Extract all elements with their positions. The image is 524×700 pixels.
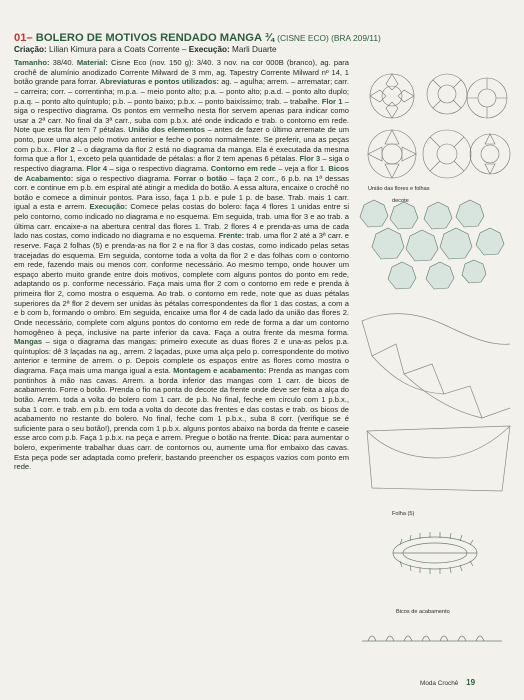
execution-section-label: Execução:	[89, 202, 128, 212]
creation-value: Lilian Kimura para a Coats Corrente –	[49, 45, 187, 54]
edge-drawing	[352, 615, 512, 655]
creation-label: Criação:	[14, 45, 47, 54]
leaf-diagram	[380, 511, 500, 605]
leaf-drawing	[380, 515, 500, 605]
magazine-name: Moda Crochê	[420, 680, 459, 687]
trim-text: siga o respectivo diagrama.	[76, 173, 171, 183]
assembly-label: Montagem e acabamento:	[173, 366, 267, 375]
decote-label: decote	[392, 198, 409, 204]
union-label: União dos elementos	[128, 125, 205, 135]
union-text: – antes de fazer o último arremate de um ponto, puxe uma alça pelo motivo anterior e feche o ponto normalmente. Se preferir, una as peças com p.b.x..	[14, 125, 349, 154]
pattern-name: BOLERO DE MOTIVOS RENDADO MANGA ¾	[35, 32, 275, 44]
edge-trim-diagram	[352, 609, 512, 655]
instructions-paragraph	[14, 58, 349, 472]
assembly-scheme	[352, 186, 517, 496]
assembly-text: Prenda as mangas com pontinhos à mão nas cavas. Arrem. a borda inferior das mangas com 1 carr. de bicos de acabamento. Forre o botão. Prenda o fio na ponta do decote da frente onde deve ser feita a alça do botão. Arrem. toda a volta do bolero com 1 carr. de p.b. No final, feche em círculo com 1 p.b.x., suba 1 corr. e trab. em p.b. em toda a volta do decote das frentes e das costas e trab. os bicos de acabamento no restante do bolero. No final, feche com 1 p.b.x., suba 8 corr. (verifique se é suficiente para o seu botão!), prenda com 1 p.b.x. alguns pontos abaixo na borda da frente e caseie esse arco com p.b. Faça 1 p.b.x. na peça e arrem. Pregue o botão na frente.	[14, 366, 349, 443]
page-footer	[420, 678, 475, 687]
contour-label: Contorno em rede	[210, 163, 276, 173]
flower-diagram	[352, 66, 512, 186]
leaf-caption: Folha (5)	[392, 511, 415, 517]
abbreviations-text: ag. – agulha; arrem. – arrematar; carr. – carreira; corr. – correntinha; m.p.a. – meio ponto alto; p.a. – ponto alto; p.a.d. – ponto alto duplo; p.a.q. – ponto alto quíntuplo; p.b. – ponto baixo; p.b.x. – ponto baixíssimo; trab. – trabalhe.	[14, 77, 349, 106]
contour-text: – veja a flor 1.	[278, 163, 327, 173]
tip-text: para aumentar o bolero, experimente trabalhar duas carr. de contornos ou, aumente uma flor embaixo das cavas. Esta peça pode ser adaptada como preferir, bastando preencher os espaços vazios com ponto em rede.	[14, 433, 349, 472]
size-label: Tamanho:	[14, 58, 50, 67]
flower1-text: – siga o respectivo diagrama. Os pontos em vermelho nesta flor servem apenas para indicar como usar a 2ª carr. No final da 3ª carr., suba com p.b.x. até onde indicado e trab. o contorno em rede. Note que esta flor tem 7 pétalas.	[14, 96, 349, 135]
flower3-label: Flor 3	[299, 154, 321, 164]
material-text: Cisne Eco (nov. 150 g): 3/40. 3 nov. na cor 000B (branco), ag. para crochê de alumínio anodizado Corrente Milward de 3 mm, ag. Tapestry Corrente Milward nº 14, 1 botão grande para forrar.	[14, 58, 349, 87]
flower4-label: Flor 4	[86, 163, 108, 173]
material-label: Material:	[76, 58, 108, 67]
front-text: trab. uma flor 2 até a 3ª carr. e reserve. Faça 2 folhas (5) e prenda-as na flor 2 e na flor 3 das costas, como indicado pelas setas tracejadas do esquema. Em seguida, contorne toda a volta da flor 2 e das folhas com o contorno em rede, fazendo mais ou menos corr. conforme necessário. Ao mesmo tempo, onde houver um espaço aberto muito grande entre dois motivos, complete com alguns pontos do ponto em rede, adaptando os p. conforme necessário. Faça mais uma flor 2 com o contorno em rede e prenda à primeira flor 2, como mostra o esquema. Ao trab. o contorno em rede, note que as duas pétalas superiores da 2ª flor 2 devem ser unidas às pétalas correspondentes da flor 1 das costas, a com a e b com b, formando o ombro. Em seguida, encaixe uma flor 4 de cada lado da união das flores 2. Onde necessário, complete com alguns pontos do contorno em rede de forma a dar um contorno homogêneo à peça, inclusive na parte inferior da cava. Faça a outra frente da mesma forma.	[14, 231, 350, 337]
scheme-caption: União das flores e folhas	[368, 186, 430, 192]
pattern-code: (CISNE ECO) (BRA 209/11)	[277, 33, 381, 43]
flower3-text: – siga o respectivo diagrama.	[14, 154, 349, 173]
instructions-text	[14, 58, 349, 472]
flower2-label: Flor 2	[53, 144, 75, 154]
credits-line	[14, 45, 404, 54]
sleeves-label: Mangas	[14, 337, 43, 347]
button-label: Forrar o botão	[173, 173, 228, 183]
execution-value: Marli Duarte	[232, 45, 277, 54]
size-value: 38/40.	[52, 58, 74, 67]
pattern-title	[14, 32, 394, 44]
pattern-number: 01–	[14, 32, 33, 44]
trim-label: Bicos de Acabamento:	[14, 163, 349, 183]
flower4-text: – siga o respectivo diagrama.	[109, 163, 209, 173]
execution-label: Execução:	[188, 45, 230, 54]
front-label: Frente:	[218, 231, 245, 241]
abbreviations-label: Abreviaturas e pontos utilizados:	[99, 77, 220, 87]
scheme-drawing	[352, 196, 517, 496]
tip-label: Dica:	[272, 433, 292, 443]
button-text: – faça 2 corr., 6 p.b. na 1ª dessas corr. e continue em p.b. em espiral até atingir a medida do botão. A essa altura, encaixe o crochê no botão e comece a diminuir pontos. Para isso, faça 1 p.b. e pule 1 p. de base. Trab. mais 1 carr. igual a esta e arrem.	[14, 173, 350, 212]
edge-caption: Bicos de acabamento	[396, 609, 450, 615]
page-number: 19	[466, 678, 476, 687]
flower2-text: – o diagrama da flor 2 está no diagrama da manga. Ela é executada da mesma forma que a flor 1, exceto pela quantidade de pétalas: a flor 2 tem apenas 6 pétalas.	[14, 144, 349, 164]
execution-section-text: Comece pelas costas do bolero: faça 4 flores 1 unidas entre si pelo contorno, como indicado no diagrama e no esquema. Em seguida, trab. uma flor 3 e ao trab. a última carr. encaixe-a na abertura central das flores 1. Trab. 2 flores 4 e prenda-as uma de cada lado nas costas, como indicado no diagrama e no esquema.	[14, 202, 349, 241]
sleeves-text: – siga o diagrama das mangas: primeiro execute as duas flores 2 e una-as pelos p.a. quíntuplos: dê 3 laçadas na ag., arrem. 2 laçadas, puxe uma alça pelo p. correspondente do motivo anterior e termine de arrem. o p. Depois complete os espaços entre as flores como mostra o diagrama. Faça mais uma manga igual a esta.	[14, 337, 349, 375]
flower1-label: Flor 1	[321, 96, 343, 106]
